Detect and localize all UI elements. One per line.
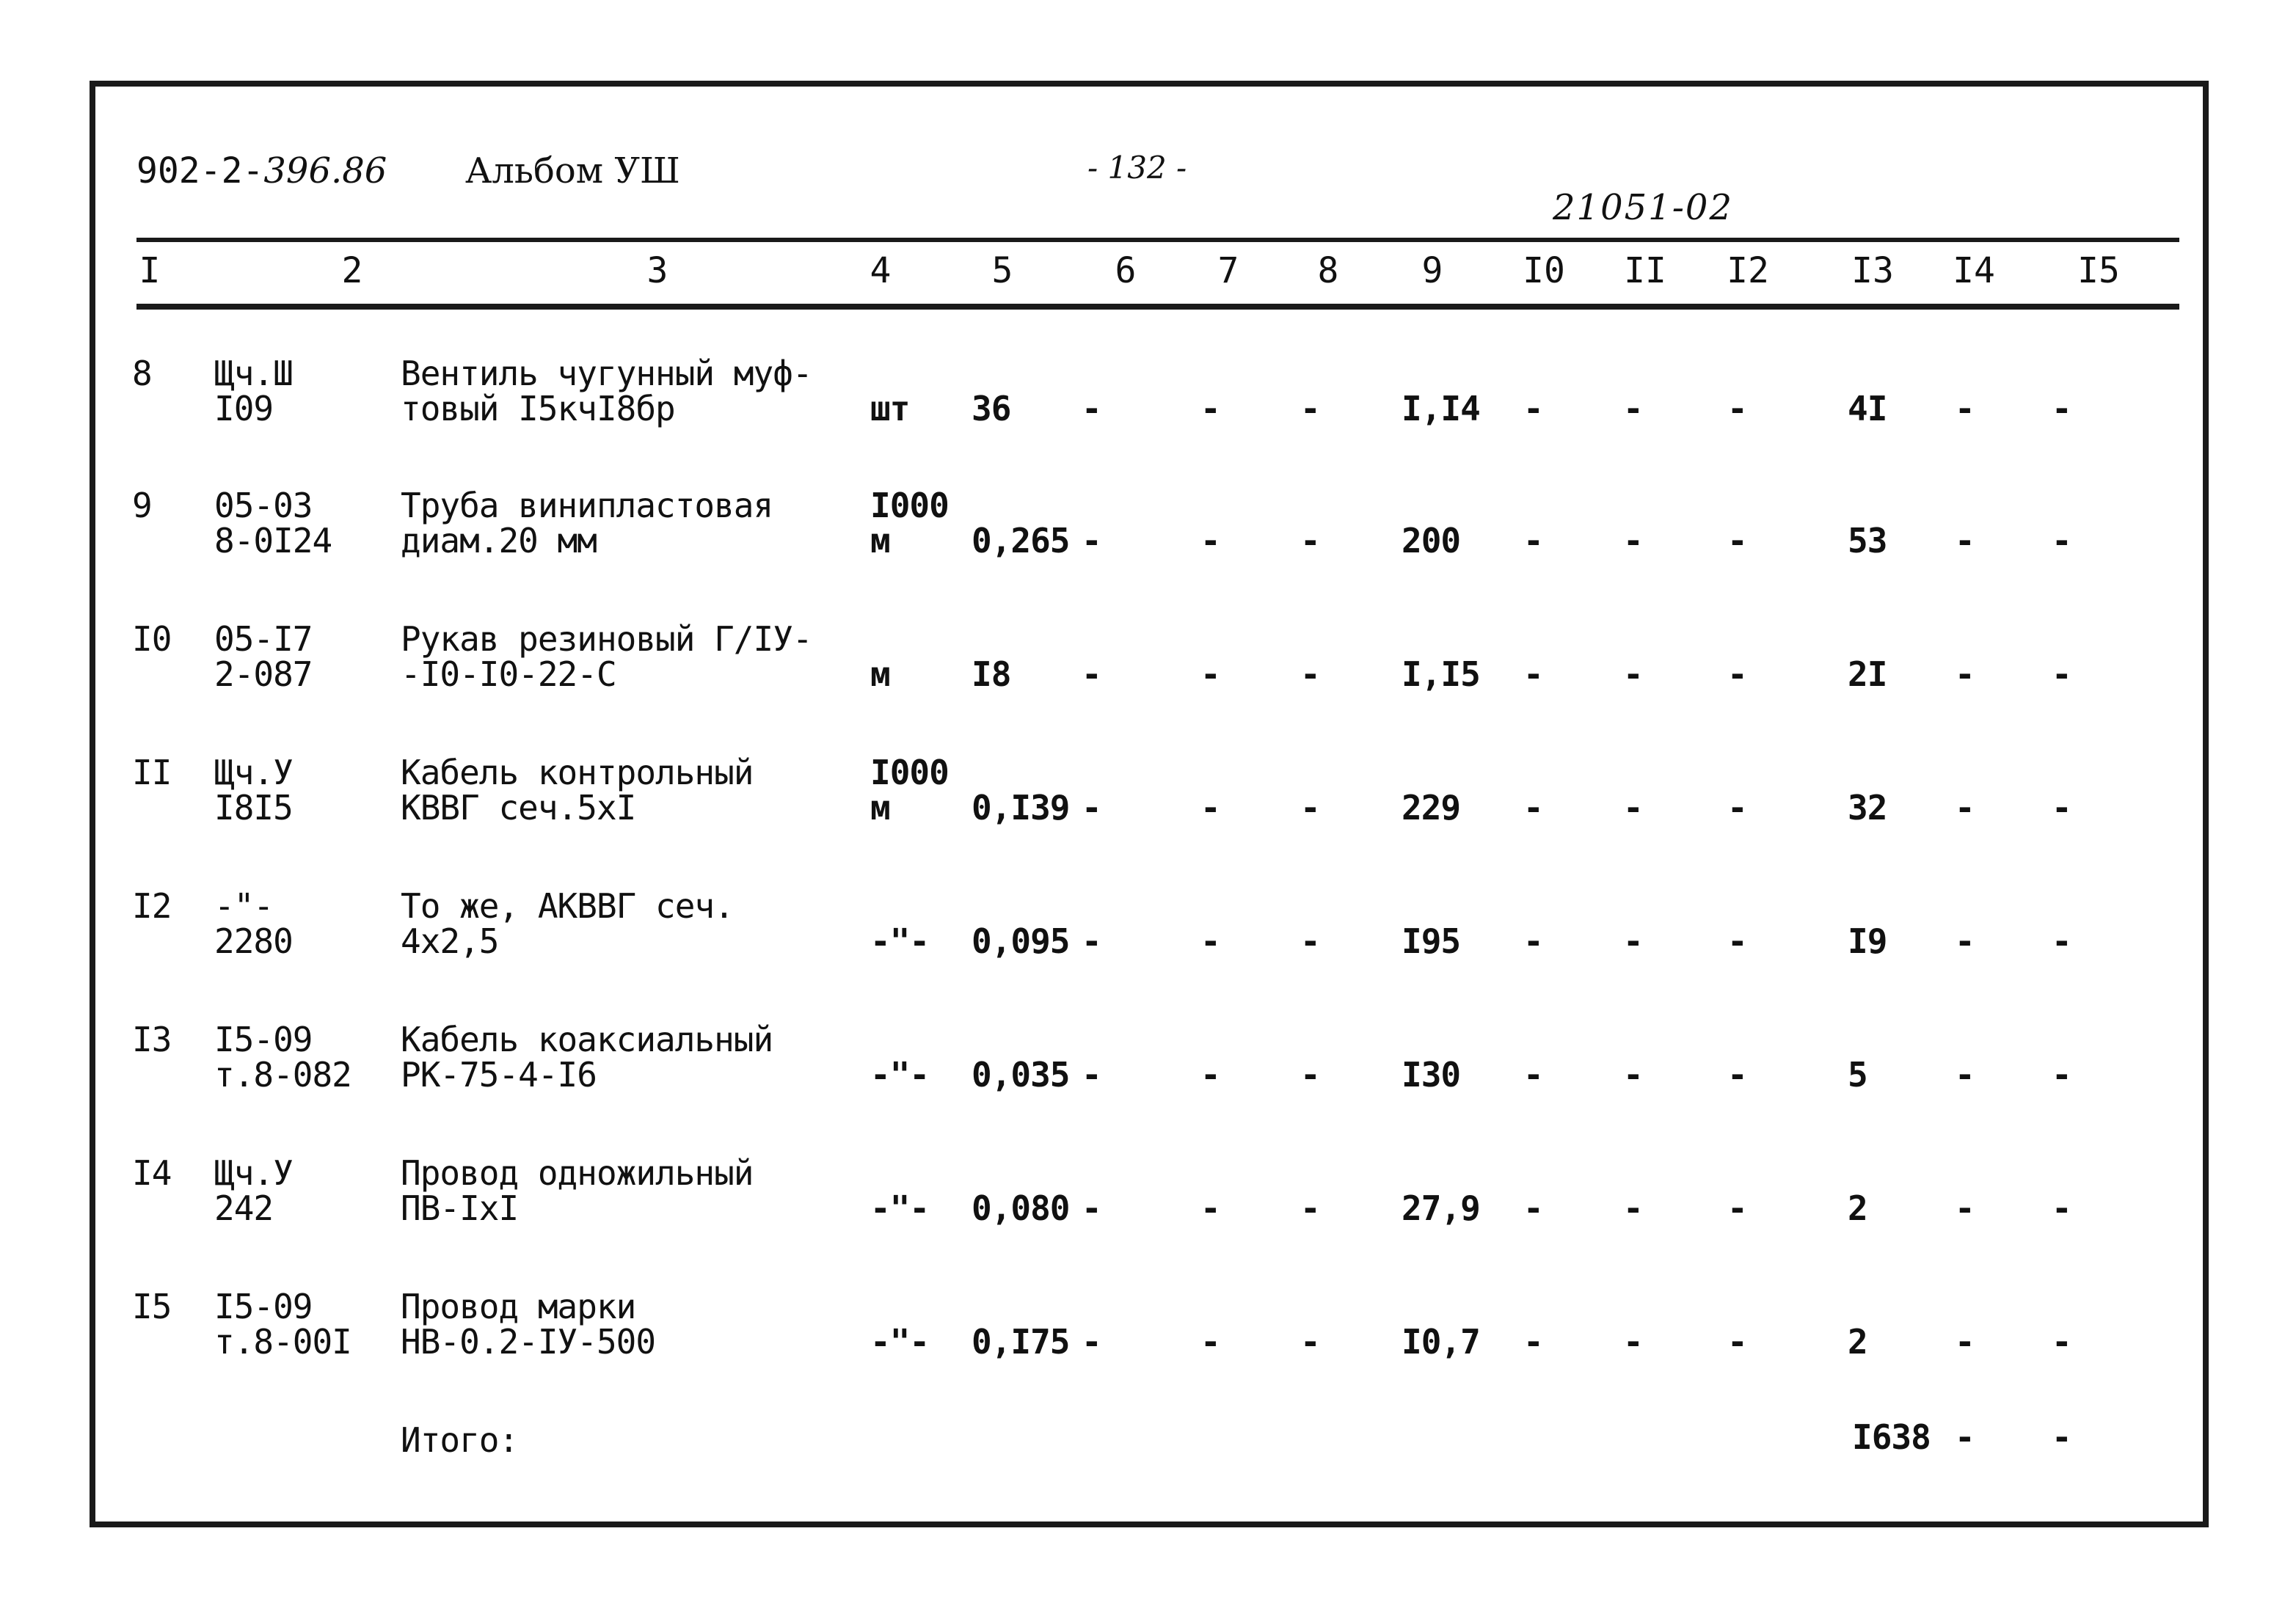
column-number-13: I3 <box>1851 250 1894 291</box>
album-title: Альбом УШ <box>465 150 680 191</box>
name-line-2: -I0-I0-22-С <box>401 654 616 694</box>
unit-line-2: м <box>870 654 890 694</box>
code-line-2: 2280 <box>214 921 293 961</box>
column-number-10: I0 <box>1523 250 1565 291</box>
name-line-2: НВ-0.2-IУ-500 <box>401 1322 656 1362</box>
total-label: Итого: <box>401 1420 519 1460</box>
col13-value: 2I <box>1848 654 1887 694</box>
column-number-14: I4 <box>1953 250 1995 291</box>
col15-value: - <box>2052 654 2071 694</box>
unit-line-2: -"- <box>870 921 930 961</box>
row-number: I5 <box>132 1287 172 1326</box>
col12-value: - <box>1727 1188 1747 1228</box>
document-code <box>136 150 387 191</box>
row-number: I2 <box>132 886 172 926</box>
col10-value: - <box>1523 921 1543 961</box>
code-line-1: I5-09 <box>214 1020 313 1059</box>
col12-value: - <box>1727 521 1747 560</box>
code-line-1: 05-I7 <box>214 619 313 659</box>
col7-value: - <box>1200 788 1220 828</box>
code-line-1: Щч.У <box>214 753 293 792</box>
col7-value: - <box>1200 654 1220 694</box>
col8-value: - <box>1300 654 1320 694</box>
col15-value: - <box>2052 921 2071 961</box>
col8-value: - <box>1300 1188 1320 1228</box>
col11-value: - <box>1623 654 1643 694</box>
name-line-1: Труба винипластовая <box>401 486 773 525</box>
col14-value: - <box>1955 788 1975 828</box>
col9-value: I95 <box>1402 921 1461 961</box>
col13-value: 53 <box>1848 521 1887 560</box>
col5-value: 0,I75 <box>972 1322 1070 1362</box>
row-number: I3 <box>132 1020 172 1059</box>
col7-value: - <box>1200 921 1220 961</box>
col7-value: - <box>1200 521 1220 560</box>
column-number-1: I <box>139 250 161 291</box>
col5-value: 36 <box>972 389 1011 428</box>
name-line-1: Кабель коаксиальный <box>401 1020 773 1059</box>
col14-value: - <box>1955 1188 1975 1228</box>
row-number: I0 <box>132 619 172 659</box>
col5-value: 0,I39 <box>972 788 1070 828</box>
code-line-1: Щч.Ш <box>214 354 293 393</box>
unit-line-2: -"- <box>870 1322 930 1362</box>
unit-line-1: I000 <box>870 486 949 525</box>
col13-value: 2 <box>1848 1322 1867 1362</box>
col13-value: 5 <box>1848 1055 1867 1095</box>
code-line-2: I8I5 <box>214 788 293 828</box>
col6-value: - <box>1082 1055 1101 1095</box>
name-line-2: РК-75-4-I6 <box>401 1055 597 1095</box>
column-number-15: I5 <box>2077 250 2120 291</box>
unit-line-2: м <box>870 788 890 828</box>
column-number-6: 6 <box>1115 250 1137 291</box>
col9-value: 27,9 <box>1402 1188 1480 1228</box>
code-line-2: 8-0I24 <box>214 521 332 560</box>
total-col13: I638 <box>1852 1417 1931 1457</box>
col8-value: - <box>1300 521 1320 560</box>
column-number-2: 2 <box>341 250 363 291</box>
col12-value: - <box>1727 921 1747 961</box>
col6-value: - <box>1082 788 1101 828</box>
unit-line-2: -"- <box>870 1055 930 1095</box>
name-line-2: диам.20 мм <box>401 521 597 560</box>
col13-value: 4I <box>1848 389 1887 428</box>
row-number: I4 <box>132 1153 172 1193</box>
col7-value: - <box>1200 1188 1220 1228</box>
col11-value: - <box>1623 788 1643 828</box>
col5-value: 0,265 <box>972 521 1070 560</box>
unit-line-2: -"- <box>870 1188 930 1228</box>
column-number-9: 9 <box>1421 250 1443 291</box>
col15-value: - <box>2052 389 2071 428</box>
col8-value: - <box>1300 389 1320 428</box>
col6-value: - <box>1082 521 1101 560</box>
column-number-7: 7 <box>1217 250 1239 291</box>
col6-value: - <box>1082 921 1101 961</box>
header-rule-top <box>136 238 2179 242</box>
col13-value: 2 <box>1848 1188 1867 1228</box>
col8-value: - <box>1300 921 1320 961</box>
row-number: 9 <box>132 486 152 525</box>
col9-value: 200 <box>1402 521 1461 560</box>
col10-value: - <box>1523 1188 1543 1228</box>
col12-value: - <box>1727 1055 1747 1095</box>
total-col15: - <box>2052 1417 2071 1457</box>
code-line-1: Щч.У <box>214 1153 293 1193</box>
name-line-2: КВВГ сеч.5хI <box>401 788 636 828</box>
col11-value: - <box>1623 389 1643 428</box>
code-line-2: т.8-00I <box>214 1322 351 1362</box>
col7-value: - <box>1200 1322 1220 1362</box>
document-code-handwritten: 396.86 <box>263 150 387 191</box>
col8-value: - <box>1300 1055 1320 1095</box>
row-number: II <box>132 753 172 792</box>
col9-value: I,I5 <box>1402 654 1480 694</box>
col15-value: - <box>2052 1055 2071 1095</box>
col14-value: - <box>1955 389 1975 428</box>
col9-value: 229 <box>1402 788 1461 828</box>
name-line-1: Провод одножильный <box>401 1153 754 1193</box>
col12-value: - <box>1727 654 1747 694</box>
col5-value: I8 <box>972 654 1011 694</box>
col12-value: - <box>1727 788 1747 828</box>
col10-value: - <box>1523 654 1543 694</box>
col10-value: - <box>1523 1322 1543 1362</box>
name-line-2: 4х2,5 <box>401 921 499 961</box>
column-number-5: 5 <box>991 250 1013 291</box>
code-line-2: I09 <box>214 389 274 428</box>
col14-value: - <box>1955 521 1975 560</box>
column-number-8: 8 <box>1317 250 1339 291</box>
unit-line-2: шт <box>870 389 910 428</box>
page-number: - 132 - <box>1087 150 1187 186</box>
col15-value: - <box>2052 1322 2071 1362</box>
code-line-1: I5-09 <box>214 1287 313 1326</box>
col11-value: - <box>1623 1188 1643 1228</box>
name-line-1: Кабель контрольный <box>401 753 754 792</box>
column-number-12: I2 <box>1727 250 1769 291</box>
col9-value: I30 <box>1402 1055 1461 1095</box>
col15-value: - <box>2052 521 2071 560</box>
name-line-1: Вентиль чугунный муф- <box>401 354 812 393</box>
name-line-1: Провод марки <box>401 1287 636 1326</box>
col10-value: - <box>1523 521 1543 560</box>
col13-value: I9 <box>1848 921 1887 961</box>
name-line-2: ПВ-IхI <box>401 1188 519 1228</box>
col15-value: - <box>2052 1188 2071 1228</box>
col12-value: - <box>1727 1322 1747 1362</box>
name-line-1: То же, АКВВГ сеч. <box>401 886 734 926</box>
unit-line-2: м <box>870 521 890 560</box>
col14-value: - <box>1955 1055 1975 1095</box>
code-line-2: 2-087 <box>214 654 313 694</box>
col6-value: - <box>1082 1322 1101 1362</box>
col5-value: 0,035 <box>972 1055 1070 1095</box>
col10-value: - <box>1523 1055 1543 1095</box>
col11-value: - <box>1623 921 1643 961</box>
col6-value: - <box>1082 1188 1101 1228</box>
col14-value: - <box>1955 921 1975 961</box>
col12-value: - <box>1727 389 1747 428</box>
col14-value: - <box>1955 1322 1975 1362</box>
col11-value: - <box>1623 1322 1643 1362</box>
col6-value: - <box>1082 654 1101 694</box>
col5-value: 0,080 <box>972 1188 1070 1228</box>
col10-value: - <box>1523 788 1543 828</box>
col15-value: - <box>2052 788 2071 828</box>
column-number-11: II <box>1624 250 1666 291</box>
column-number-3: 3 <box>646 250 668 291</box>
col8-value: - <box>1300 1322 1320 1362</box>
header-rule-bottom <box>136 304 2179 310</box>
row-number: 8 <box>132 354 152 393</box>
col7-value: - <box>1200 1055 1220 1095</box>
col7-value: - <box>1200 389 1220 428</box>
col11-value: - <box>1623 1055 1643 1095</box>
col9-value: I0,7 <box>1402 1322 1480 1362</box>
column-number-4: 4 <box>870 250 892 291</box>
col11-value: - <box>1623 521 1643 560</box>
total-col14: - <box>1955 1417 1975 1457</box>
col14-value: - <box>1955 654 1975 694</box>
col13-value: 32 <box>1848 788 1887 828</box>
unit-line-1: I000 <box>870 753 949 792</box>
col9-value: I,I4 <box>1402 389 1480 428</box>
code-line-2: т.8-082 <box>214 1055 351 1095</box>
col5-value: 0,095 <box>972 921 1070 961</box>
document-code-prefix: 902-2- <box>136 150 264 191</box>
code-line-2: 242 <box>214 1188 274 1228</box>
col6-value: - <box>1082 389 1101 428</box>
name-line-2: товый I5кчI8бр <box>401 389 675 428</box>
stamp-number: 21051-02 <box>1553 187 1733 228</box>
col10-value: - <box>1523 389 1543 428</box>
code-line-1: -"- <box>214 886 274 926</box>
code-line-1: 05-03 <box>214 486 313 525</box>
name-line-1: Рукав резиновый Г/IУ- <box>401 619 812 659</box>
col8-value: - <box>1300 788 1320 828</box>
